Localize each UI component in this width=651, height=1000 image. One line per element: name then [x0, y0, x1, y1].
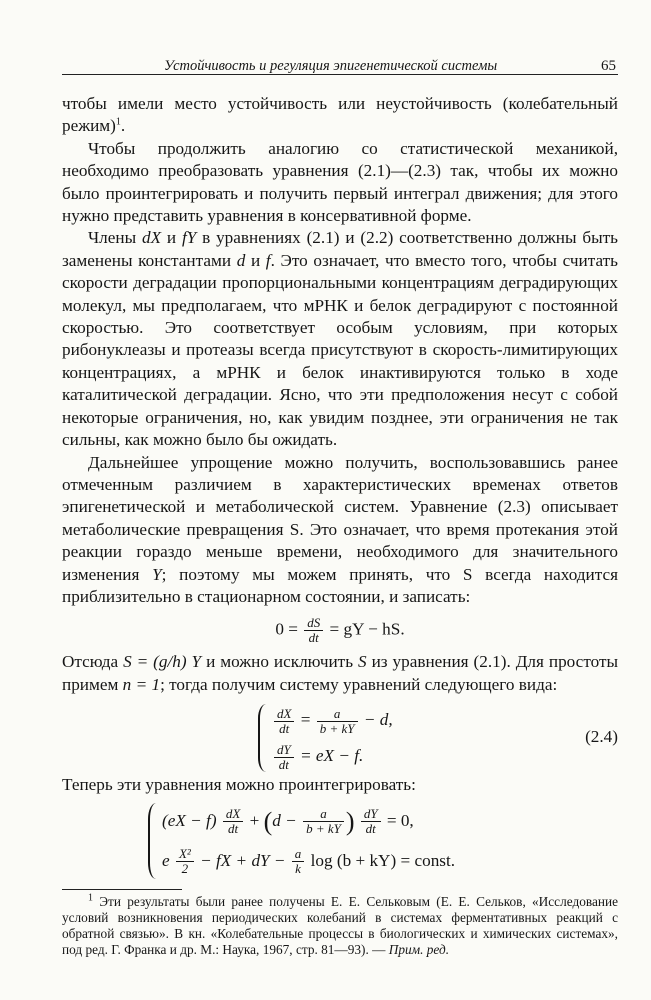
paragraph-1: чтобы имели место устойчивость или неустойчивость (колебательный режим)$^1$.	[62, 94, 618, 136]
system-brace	[258, 704, 268, 772]
page-number: 65	[601, 58, 616, 74]
equation-line-const: e $\frac{\text{X²}}{2}$ − fX + dY − $\frac{a}{k}$ log (b + kY) = const.	[162, 846, 456, 877]
footnote-ref: 1	[115, 116, 121, 128]
equation-stationary: 0 = $\frac{dS}{dt}$ = gY − hS.	[275, 615, 405, 646]
system-brace	[148, 803, 158, 879]
paragraph-6: Теперь эти уравнения можно проинтегрировать:	[62, 775, 416, 795]
footnote-mark: 1	[88, 892, 93, 904]
equation-number: (2.4)	[585, 727, 618, 747]
running-header	[62, 50, 618, 75]
paragraph-2: Чтобы продолжить аналогию со статистической механикой, необходимо преобразовать уравнения (2.1)—(2.3) так, чтобы их можно было проинтегрировать и получить первый интеграл движения; для этого нужно представить уравнения в консервативной форме.	[62, 138, 618, 226]
equation-system-integrated	[148, 801, 618, 881]
paragraph-5: Отсюда S = (g/h) Y и можно исключить S из уравнения (2.1). Для простоты примем n = 1; тогда получим систему уравнений следующего вида:	[62, 652, 619, 694]
page	[62, 50, 618, 958]
footnote-divider	[62, 889, 182, 890]
paragraph-3: Члены dX и fY в уравнениях (2.1) и (2.2) соответственно должны быть заменены константами d и f. Это означает, что вместо того, чтобы считать скорости деградации пропорциональными концентрациям деградирующих молекул, мы предполагаем, что мРНК и белок деградируют с постоянной скоростью. Это соответствует особым условиям, при которых рибонуклеазы и протеазы всегда присутствуют в скорость-лимитирующих концентрациях, а мРНК и белок инактивируются только в ходе каталитической деградации. Ясно, что эти предположения несут с собой некоторые ограничения, но, как увидим позднее, эти ограничения не так сильны, как можно было бы ожидать.	[62, 228, 619, 450]
running-title: Устойчивость и регуляция эпигенетической системы	[164, 58, 498, 74]
equation-line-first-integral: (eX − f) $\frac{dX}{dt}$ + (d − $\frac{a}{b + kY}$ ) $\frac{dY}{dt}$ = 0,	[162, 806, 414, 837]
equation-line-dy: $\frac{dY}{dt}$ = eX − f.	[272, 738, 618, 774]
main-text	[62, 93, 618, 958]
footnote: $^1$ Эти результаты были ранее получены Е. Е. Сельковым (Е. Е. Сельков, «Исследование условий возникновения периодических колебаний в системах ферментативных реакций с обратной связью». В кн. «Колебательные процессы в биологических и химических системах», под ред. Г. Франка и др. М.: Наука, 1967, стр. 81—93). — Прим. ред.	[62, 892, 619, 958]
paragraph-4: Дальнейшее упрощение можно получить, воспользовавшись ранее отмеченным различием в характеристических временах ответов эпигенетической и метаболической систем. Уравнение (2.3) описывает метаболические превращения S. Это означает, что время протекания этой реакции гораздо меньше времени, необходимого для значительного изменения Y; поэтому мы можем принять, что S всегда находится приблизительно в стационарном состоянии, и записать:	[62, 452, 618, 606]
equation-system-2-4	[258, 702, 618, 774]
equation-line-dx: $\frac{dX}{dt}$ = $\frac{a}{b + kY}$ − d,	[272, 702, 618, 738]
editor-note: Прим. ред.	[388, 942, 450, 958]
